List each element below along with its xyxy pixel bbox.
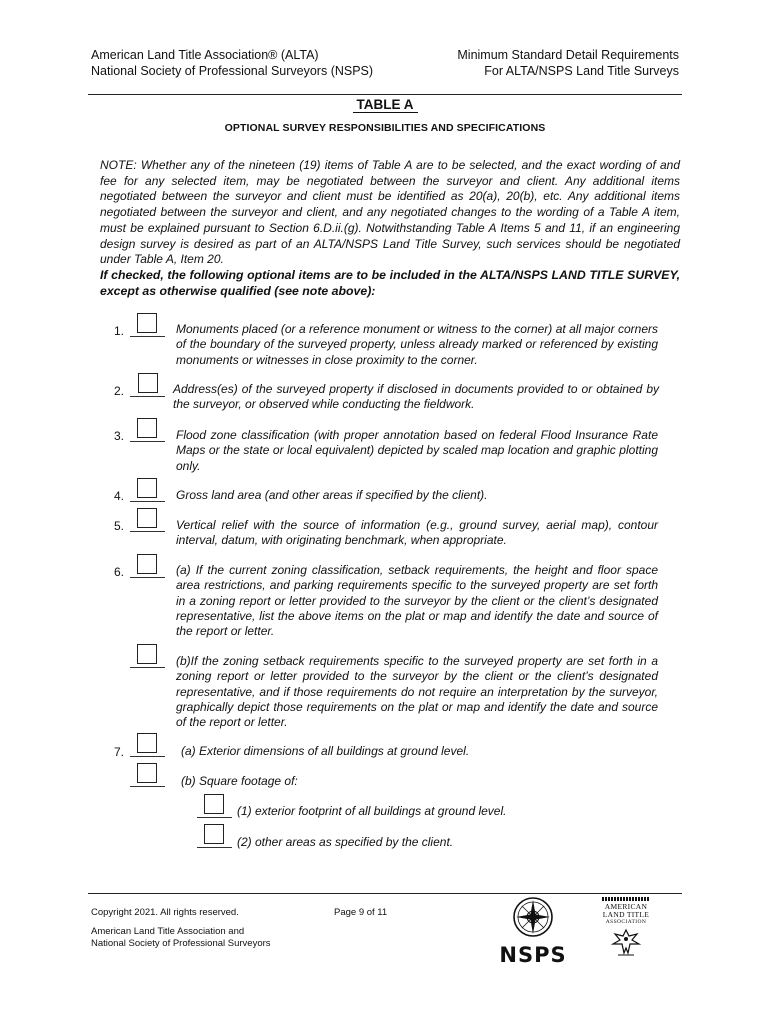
alta-logo-line2: LAND TITLE (602, 910, 650, 919)
item-6b-checkbox[interactable] (137, 644, 157, 664)
nsps-compass-icon (495, 895, 571, 939)
item-3-text: Flood zone classification (with proper annotation based on federal Flood Insurance Rate Maps or the state or local equivalent) depicted by scaled map location and graphic plotting only. (176, 428, 658, 473)
footer-org-line1: American Land Title Association and (91, 926, 245, 937)
item-6a-text: (a) If the current zoning classification, setback requirements, the height and floor space area restrictions, and parking requirements specific to the surveyed property are set forth in a zoning report or letter provided to the surveyor by the client or the client’s designated representative, list the above items on the plat or map and identify the date and source of the report or letter. (176, 563, 658, 639)
item-4-number: 4. (114, 489, 125, 503)
header-rule (88, 94, 682, 95)
item-2-number: 2. (114, 384, 125, 398)
footer-copyright: Copyright 2021. All rights reserved. (91, 907, 239, 918)
footer-rule (88, 893, 682, 894)
item-1-number: 1. (114, 324, 125, 338)
item-7b-checkbox[interactable] (137, 763, 157, 783)
item-1-checkbox[interactable] (137, 313, 157, 333)
item-6a-checkbox[interactable] (137, 554, 157, 574)
footer-page-number: Page 9 of 11 (334, 907, 388, 918)
item-7b-text: (b) Square footage of: (181, 774, 298, 788)
alta-logo (600, 897, 652, 963)
item-5-blank-line (130, 531, 165, 532)
item-2-text: Address(es) of the surveyed property if disclosed in documents provided to or obtained by the surveyor, or observed while conducting the fieldwork. (173, 382, 659, 412)
item-7b2-text: (2) other areas as specified by the client. (237, 835, 454, 849)
item-7-number: 7. (114, 745, 125, 759)
header-left (91, 47, 373, 79)
header-right (457, 47, 679, 79)
item-3-number: 3. (114, 429, 125, 443)
item-6b-blank-line (130, 667, 165, 668)
nsps-logo (495, 895, 571, 965)
item-7b2-checkbox[interactable] (204, 824, 224, 844)
alta-logo-bar (602, 897, 650, 901)
page-title: TABLE A (0, 97, 770, 112)
note-paragraph: NOTE: Whether any of the nineteen (19) items of Table A are to be selected, and the exact wording of and fee for any selected item, may be negotiated between the surveyor and client. Any additional items negotiated between the surveyor and client must be identified as 20(a), 20(b), etc. Any additional items negotiated between the surveyor and client, and any negotiated changes to the wording of a Table A item, must be explained pursuant to Section 6.D.ii.(g). Notwithstanding Table A Items 5 and 11, if an engineering design survey is desired as part of an ALTA/NSPS Land Title Survey, such services should be negotiated under Table A, Item 20. (100, 158, 680, 267)
item-7a-checkbox[interactable] (137, 733, 157, 753)
page-subtitle: OPTIONAL SURVEY RESPONSIBILITIES AND SPECIFICATIONS (224, 122, 546, 134)
item-7b1-blank-line (197, 817, 232, 818)
item-6b-text: (b)If the zoning setback requirements specific to the surveyed property are set forth in a zoning report or letter provided to the surveyor by the client or the client’s designated representative, and if those requirements do not require an interpretation by the surveyor, graphically depict those requirements on the plat or map and identify the date and source of the report or letter. (176, 654, 658, 730)
item-7b1-text: (1) exterior footprint of all buildings at ground level. (237, 804, 507, 818)
alta-logo-line3: ASSOCIATION (605, 919, 647, 925)
item-1-text: Monuments placed (or a reference monument or witness to the corner) at all major corners of the boundary of the surveyed property, unless already marked or referenced by existing monuments or witnesses in close proximity to the corner. (176, 322, 658, 367)
item-1-blank-line (130, 336, 165, 337)
item-7b-blank-line (130, 786, 165, 787)
item-7a-blank-line (130, 756, 165, 757)
header-org-alta: American Land Title Association® (ALTA) (91, 48, 319, 62)
item-4-blank-line (130, 501, 165, 502)
item-6-number: 6. (114, 565, 125, 579)
item-4-checkbox[interactable] (137, 478, 157, 498)
footer-org (91, 926, 271, 950)
footer-org-line2: National Society of Professional Surveyors (91, 938, 271, 949)
header-doc-title: Minimum Standard Detail Requirements (457, 48, 679, 62)
item-5-number: 5. (114, 519, 125, 533)
item-2-checkbox[interactable] (138, 373, 158, 393)
item-5-checkbox[interactable] (137, 508, 157, 528)
item-7b2-blank-line (197, 847, 232, 848)
alta-eagle-icon (606, 926, 646, 958)
item-3-blank-line (130, 441, 165, 442)
header-doc-subtitle: For ALTA/NSPS Land Title Surveys (484, 64, 679, 78)
item-6a-blank-line (130, 577, 165, 578)
item-4-text: Gross land area (and other areas if specified by the client). (176, 488, 488, 502)
item-7a-text: (a) Exterior dimensions of all buildings at ground level. (181, 744, 470, 758)
header-org-nsps: National Society of Professional Surveyors (NSPS) (91, 64, 374, 78)
item-2-blank-line (130, 396, 165, 397)
item-3-checkbox[interactable] (137, 418, 157, 438)
nsps-logo-text: NSPS (499, 943, 567, 967)
alta-logo-line1: AMERICAN (604, 902, 648, 911)
item-5-text: Vertical relief with the source of information (e.g., ground survey, aerial map), contour interval, datum, with originating benchmark, when appropriate. (176, 518, 658, 548)
if-checked-instruction: If checked, the following optional items are to be included in the ALTA/NSPS LAND TITLE SURVEY, except as otherwise qualified (see note above): (100, 268, 680, 298)
item-7b1-checkbox[interactable] (204, 794, 224, 814)
